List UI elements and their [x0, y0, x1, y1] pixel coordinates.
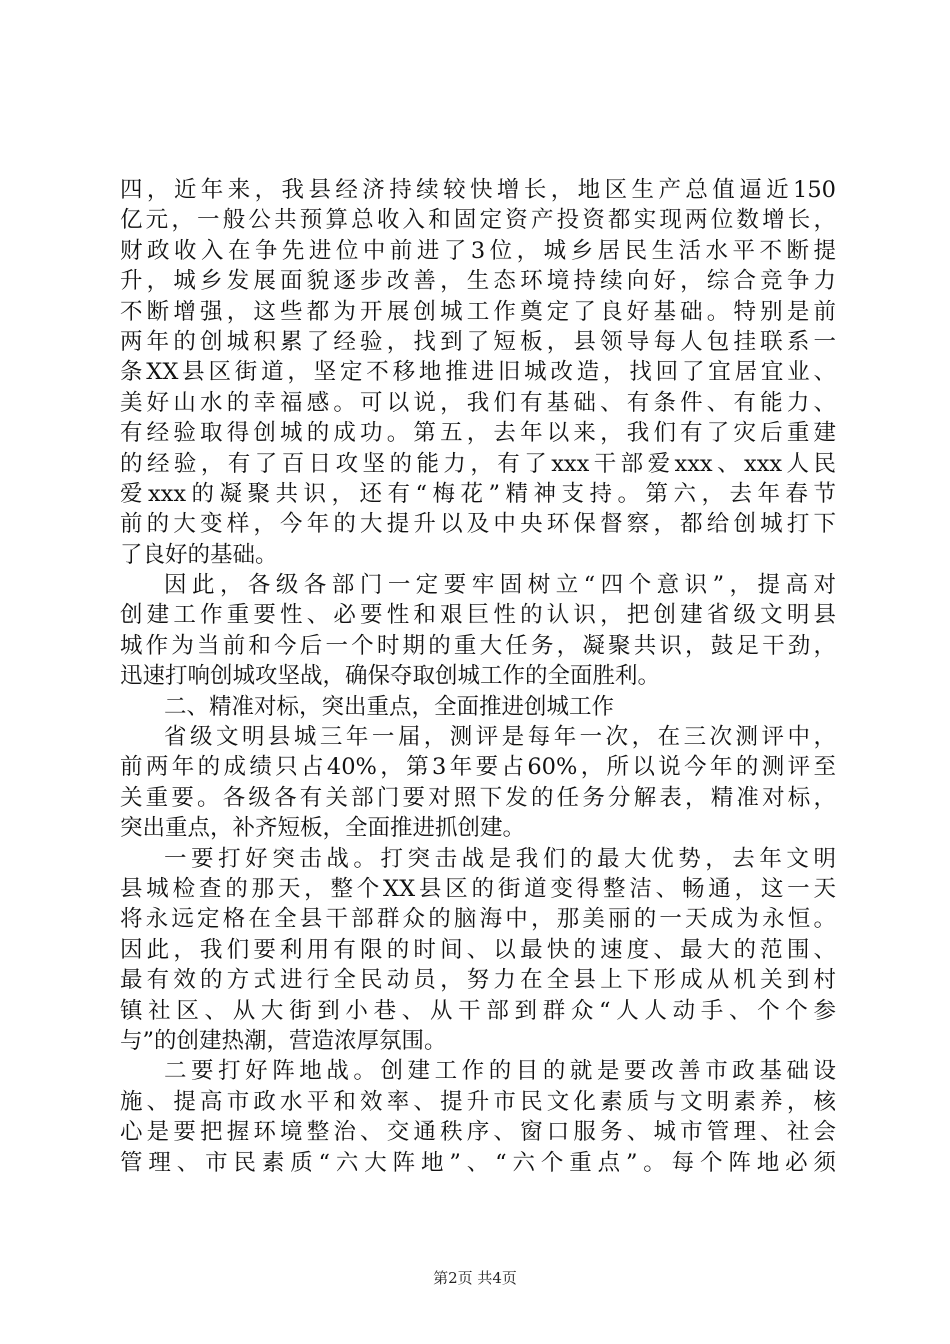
text-line: 美好山水的幸福感。可以说，我们有基础、有条件、有能力、 — [120, 389, 836, 416]
body-text — [120, 175, 836, 1178]
text-line: 前的大变样，今年的大提升以及中央环保督察，都给创城打下 — [120, 511, 836, 538]
text-line: 两年的创城积累了经验，找到了短板，县领导每人包挂联系一 — [120, 328, 836, 355]
text-line: 了良好的基础。 — [120, 541, 278, 568]
text-line: 二、精准对标，突出重点，全面推进创城工作 — [164, 693, 615, 720]
text-line: 与”的创建热潮，营造浓厚氛围。 — [120, 1027, 447, 1054]
text-line: 突出重点，补齐短板，全面推进抓创建。 — [120, 815, 526, 842]
text-line: 前两年的成绩只占40%，第3年要占60%，所以说今年的测评至 — [120, 754, 836, 781]
text-line: 亿元，一般公共预算总收入和固定资产投资都实现两位数增长， — [120, 207, 836, 234]
text-line: 条XX县区街道，坚定不移地推进旧城改造，找回了宜居宜业、 — [120, 359, 836, 386]
text-line: 迅速打响创城攻坚战，确保夺取创城工作的全面胜利。 — [120, 663, 661, 690]
text-line: 创建工作重要性、必要性和艰巨性的认识，把创建省级文明县 — [120, 602, 836, 629]
text-line: 将永远定格在全县干部群众的脑海中，那美丽的一天成为永恒。 — [120, 906, 836, 933]
text-line: 一要打好突击战。打突击战是我们的最大优势，去年文明 — [164, 845, 836, 872]
page-footer: 第2页 共4页 — [433, 1269, 517, 1287]
text-line: 县城检查的那天，整个XX县区的街道变得整洁、畅通，这一天 — [120, 875, 836, 902]
text-line: 管理、市民素质“六大阵地”、“六个重点”。每个阵地必须 — [120, 1149, 836, 1176]
text-line: 省级文明县城三年一届，测评是每年一次，在三次测评中， — [164, 724, 836, 751]
text-line: 因此，我们要利用有限的时间、以最快的速度、最大的范围、 — [120, 936, 836, 963]
text-line: 二要打好阵地战。创建工作的目的就是要改善市政基础设 — [164, 1058, 836, 1085]
text-line: 最有效的方式进行全民动员，努力在全县上下形成从机关到村 — [120, 967, 836, 994]
text-line: 心是要把握环境整治、交通秩序、窗口服务、城市管理、社会 — [120, 1119, 836, 1146]
text-line: 镇社区、从大街到小巷、从干部到群众“人人动手、个个参 — [120, 997, 836, 1024]
text-line: 关重要。各级各有关部门要对照下发的任务分解表，精准对标， — [120, 784, 836, 811]
text-line: 的经验，有了百日攻坚的能力，有了xxx干部爱xxx、xxx人民 — [120, 450, 836, 477]
text-line: 四，近年来，我县经济持续较快增长，地区生产总值逼近150 — [120, 177, 836, 203]
text-line: 爱xxx的凝聚共识，还有“梅花”精神支持。第六，去年春节 — [120, 480, 836, 507]
text-line: 有经验取得创城的成功。第五，去年以来，我们有了灾后重建 — [120, 420, 836, 447]
text-line: 升，城乡发展面貌逐步改善，生态环境持续向好，综合竞争力 — [120, 268, 836, 295]
text-line: 施、提高市政水平和效率、提升市民文化素质与文明素养，核 — [120, 1088, 836, 1115]
text-line: 财政收入在争先进位中前进了3位，城乡居民生活水平不断提 — [120, 237, 836, 264]
text-line: 城作为当前和今后一个时期的重大任务，凝聚共识，鼓足干劲， — [120, 632, 836, 659]
text-line: 因此，各级各部门一定要牢固树立“四个意识”，提高对 — [164, 572, 836, 599]
text-line: 不断增强，这些都为开展创城工作奠定了良好基础。特别是前 — [120, 298, 836, 325]
